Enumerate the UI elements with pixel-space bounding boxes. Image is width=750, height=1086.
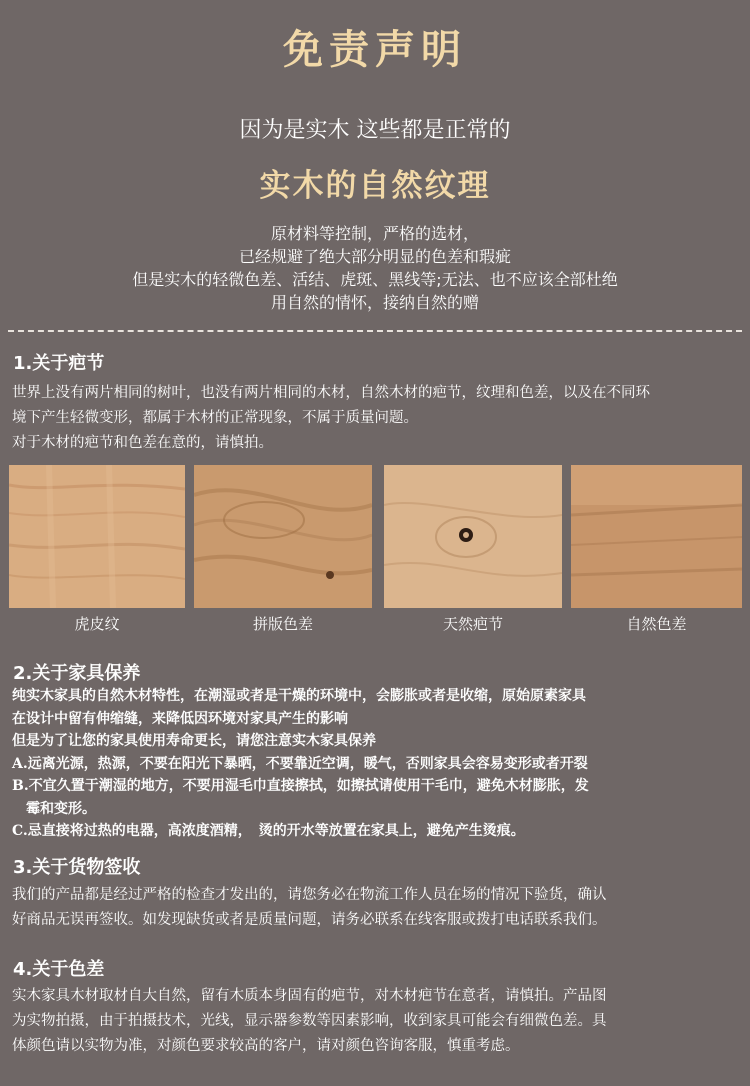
- photo-caption: 拼版色差: [252, 615, 313, 633]
- section-heading-maintenance: 2.关于家具保养: [13, 663, 141, 684]
- intro-line: 用自然的情怀，接纳自然的赠: [270, 293, 479, 312]
- text-line: 霉和变形。: [26, 800, 96, 817]
- text-line: 纯实木家具的自然木材特性，在潮湿或者是干燥的环境中，会膨胀或者是收缩，原始原素家具: [12, 688, 586, 704]
- text-line: 我们的产品都是经过严格的检查才发出的，请您务必在物流工作人员在场的情况下验货，确认: [12, 887, 607, 903]
- intro-block: [0, 222, 750, 314]
- text-line: B.不宜久置于潮湿的地方，不要用湿毛巾直接擦拭，如擦拭请使用干毛巾，避免木材膨胀，发: [12, 778, 589, 794]
- section-heading-color: 4.关于色差: [13, 959, 105, 980]
- photo-caption: 虎皮纹: [74, 615, 120, 633]
- text-line: C.忌直接将过热的电器，高浓度酒精， 烫的开水等放置在家具上，避免产生烫痕。: [12, 823, 525, 839]
- photo-caption: 自然色差: [626, 615, 687, 633]
- section-maintenance-text: [12, 685, 740, 843]
- section-color-text: [12, 984, 740, 1059]
- intro-line: 已经规避了绝大部分明显的色差和瑕疵: [238, 247, 511, 266]
- subtitle-natural-texture: 实木的自然纹理: [259, 168, 491, 204]
- text-line: 体颜色请以实物为准，对颜色要求较高的客户，请对颜色咨询客服，慎重考虑。: [12, 1038, 520, 1054]
- wood-photo-natural-knot: [384, 465, 562, 608]
- section-receipt-text: [12, 883, 740, 933]
- text-line: A.远离光源，热源，不要在阳光下暴晒，不要靠近空调，暖气，否则家具会容易变形或者开裂: [12, 755, 588, 772]
- text-line: 但是为了让您的家具使用寿命更长，请您注意实木家具保养: [12, 733, 376, 749]
- page-title: 免责声明: [283, 27, 467, 73]
- section-heading-knots: 1.关于疤节: [13, 353, 105, 374]
- text-line: 为实物拍摄，由于拍摄技术，光线，显示器参数等因素影响，收到家具可能会有细微色差。具: [12, 1013, 607, 1029]
- section-heading-receipt: 3.关于货物签收: [13, 857, 141, 878]
- section-knots-text: [12, 381, 740, 456]
- text-line: 境下产生轻微变形，都属于木材的正常现象，不属于质量问题。: [12, 410, 418, 426]
- intro-line: 但是实木的轻微色差、活结、虎斑、黑线等;无法、也不应该全部杜绝: [132, 270, 618, 289]
- dashed-divider: [8, 330, 742, 332]
- text-line: 对于木材的疤节和色差在意的，请慎拍。: [12, 435, 273, 451]
- wood-photo-natural-color: [571, 465, 742, 608]
- text-line: 好商品无误再签收。如发现缺货或者是质量问题，请务必联系在线客服或拨打电话联系我们。: [12, 912, 607, 928]
- wood-photo-gallery: [0, 465, 750, 635]
- intro-line: 原材料等控制，严格的选材，: [270, 224, 479, 243]
- subtitle-normal: 因为是实木 这些都是正常的: [239, 118, 511, 143]
- wood-photo-panel-difference: [194, 465, 372, 608]
- text-line: 实木家具木材取材自大自然，留有木质本身固有的疤节，对木材疤节在意者，请慎拍。产品图: [12, 988, 607, 1004]
- text-line: 在设计中留有伸缩缝，来降低因环境对家具产生的影响: [12, 710, 348, 727]
- text-line: 世界上没有两片相同的树叶，也没有两片相同的木材，自然木材的疤节，纹理和色差，以及在不同环: [12, 385, 650, 401]
- wood-photo-tiger-stripe: [9, 465, 185, 608]
- photo-caption: 天然疤节: [442, 615, 503, 633]
